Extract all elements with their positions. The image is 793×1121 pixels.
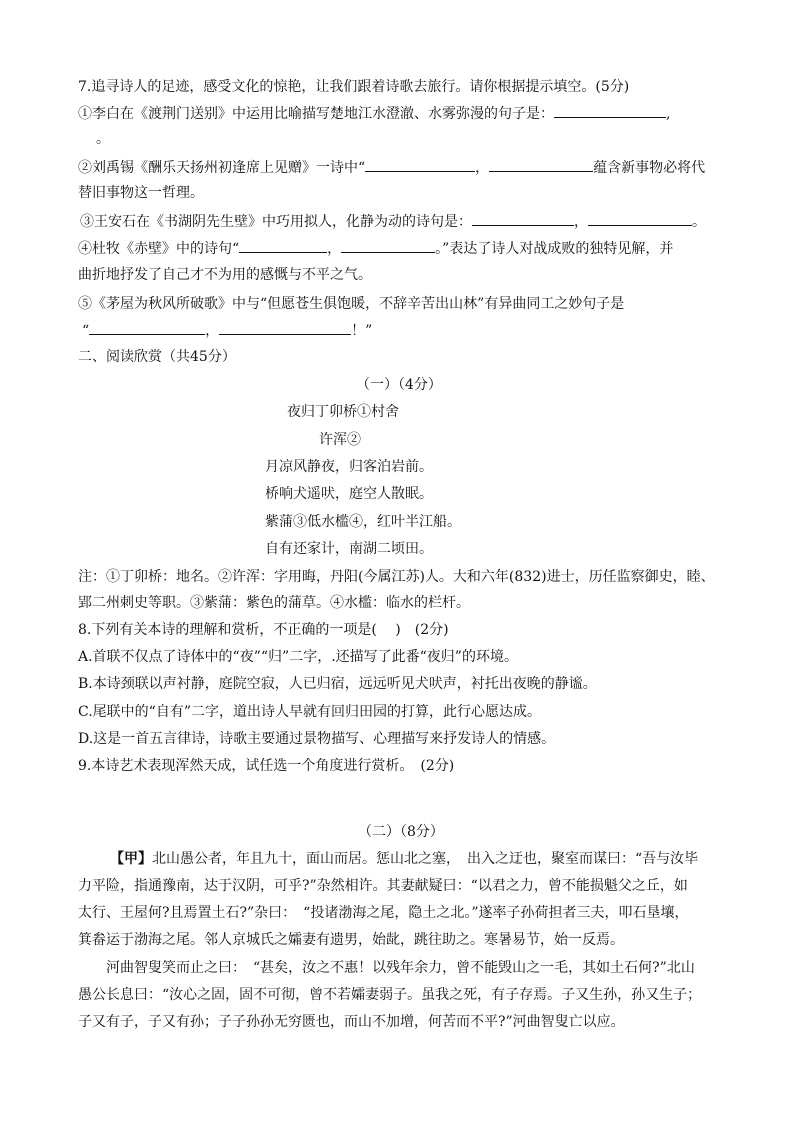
section-title: 二、阅读欣赏（共45分） [78, 349, 236, 365]
q7-item2-cont: 替旧事物这一哲理。 [78, 185, 204, 201]
answer-blank[interactable] [89, 320, 205, 335]
answer-blank[interactable] [588, 211, 692, 226]
q7-item2-text-b: 蕴含新事物必将代 [593, 160, 706, 176]
poem-line: 桥响犬遥吠，庭空人散眠。 [265, 486, 433, 502]
q7-item1-cont [96, 129, 736, 149]
q7-item5-open: “ [82, 323, 90, 339]
poem-note: 注：①丁卯桥：地名。②许浑：字用晦，丹阳(今属江苏)人。大和六年(832)进士，历任监察御史，睦、 [78, 569, 715, 585]
q7-item4-text-b: 。”表达了诗人对战成败的独特见解，并 [435, 241, 674, 257]
q8-stem: 8.下列有关本诗的理解和赏析，不正确的一项是( ) (2分) [78, 622, 449, 638]
q8-option-a[interactable]: A.首联不仅点了诗体中的“夜”“归”二字，.还描写了此番“夜归”的环境。 [78, 649, 518, 665]
answer-blank[interactable] [472, 211, 574, 226]
passage-line: 箕畚运于渤海之尾。邻人京城氏之孀妻有遗男，始龀，跳往助之。寒暑易节，始一反焉。 [78, 932, 624, 948]
q7-item5-comma: ， [205, 323, 220, 339]
q7-item5: ⑤《茅屋为秋风所破歌》中与“但愿苍生俱饱暖，不辞辛苦出山林”有异曲同工之妙句子是 [78, 296, 625, 312]
q7-item2 [78, 157, 718, 178]
q7-item2-text: ②刘禹锡《酬乐天扬州初逢席上见赠》一诗中“ [78, 160, 366, 176]
passage-text: 北山愚公者，年且九十，面山而居。惩山北之塞， 出入之迂也，聚室而谋曰：“吾与汝毕 [152, 851, 699, 867]
q7-item1-text: ①李白在《渡荆门送别》中运用比喻描写楚地江水澄澈、水雾弥漫的句子是： [78, 106, 554, 122]
q7-item2-comma: ， [475, 160, 490, 176]
q7-item1-comma: , [666, 106, 671, 122]
q7-item1 [78, 103, 718, 124]
answer-blank[interactable] [489, 157, 593, 172]
part2-heading: （二）（8分） [358, 824, 444, 840]
passage-line: 愚公长息曰：“汝心之固，固不可彻，曾不若孀妻弱子。虽我之死，有子存焉。子又生孙，孙又生子； [78, 987, 702, 1003]
q7-intro: 7.追寻诗人的足迹，感受文化的惊艳，让我们跟着诗歌去旅行。请你根据提示填空。(5分) [78, 79, 630, 95]
passage-line: 太行、王屋何?且焉置土石?”杂曰： “投诸渤海之尾，隐土之北。”遂率子孙荷担者三夫，叩石垦壤， [78, 905, 689, 921]
q7-item1-end: 。 [96, 131, 110, 147]
q7-item5-cont [82, 320, 722, 341]
answer-blank[interactable] [365, 157, 475, 172]
answer-blank[interactable] [554, 103, 666, 118]
q7-item4-text: ④杜牧《赤壁》中的诗句“ [78, 241, 240, 257]
q7-item4-comma: ， [327, 241, 342, 257]
q7-item5-end: ！” [351, 323, 373, 339]
q7-item4 [78, 238, 718, 259]
q8-option-b[interactable]: B.本诗颈联以声衬静，庭院空寂，人已归宿，远远听见犬吠声，衬托出夜晚的静谧。 [78, 676, 597, 692]
q9-stem: 9.本诗艺术表现浑然天成，试任选一个角度进行赏析。 (2分) [78, 758, 455, 774]
q7-item3-text: ③王安石在《书湖阴先生壁》中巧用拟人，化静为动的诗句是： [80, 214, 472, 230]
q7-item4-cont: 曲折地抒发了自己才不为用的感慨与不平之气。 [78, 267, 372, 283]
poem-note-cont: 郢二州刺史等职。③紫蒲：紫色的蒲草。④水槛：临水的栏杆。 [78, 595, 470, 611]
passage-line: 力平险，指通豫南，达于汉阴，可乎?”杂然相许。其妻献疑曰：“以君之力，曾不能损魁父之丘，如 [78, 878, 688, 894]
passage-line [110, 849, 750, 869]
answer-blank[interactable] [239, 238, 327, 253]
poem-line: 紫蒲③低水槛④，红叶半江船。 [265, 514, 461, 530]
q8-option-d[interactable]: D.这是一首五言律诗，诗歌主要通过景物描写、心理描写来抒发诗人的情感。 [78, 731, 556, 747]
poem-title: 夜归丁卯桥①村舍 [287, 404, 399, 420]
poem-line: 自有还家计，南湖二顷田。 [265, 541, 433, 557]
passage-line: 子又有子，子又有孙；子子孙孙无穷匮也，而山不加增，何苦而不平?”河曲智叟亡以应。 [78, 1014, 625, 1030]
answer-blank[interactable] [341, 238, 435, 253]
q7-item3 [80, 211, 720, 232]
answer-blank[interactable] [219, 320, 351, 335]
q7-item3-end: 。 [692, 214, 706, 230]
poem-line: 月凉风静夜，归客泊岩前。 [265, 459, 433, 475]
passage-label-jia: 【甲】 [110, 851, 152, 867]
poem-author: 许浑② [319, 432, 361, 448]
q7-item3-comma: ， [574, 214, 588, 230]
q8-option-c[interactable]: C.尾联中的“自有”二字，道出诗人早就有回归田园的打算，此行心愿达成。 [78, 704, 541, 720]
passage-line: 河曲智叟笑而止之曰： “甚矣，汝之不惠！以残年余力，曾不能毁山之一毛，其如土石何?”北山 [106, 960, 695, 976]
part1-heading: （一）（4分） [356, 377, 442, 393]
